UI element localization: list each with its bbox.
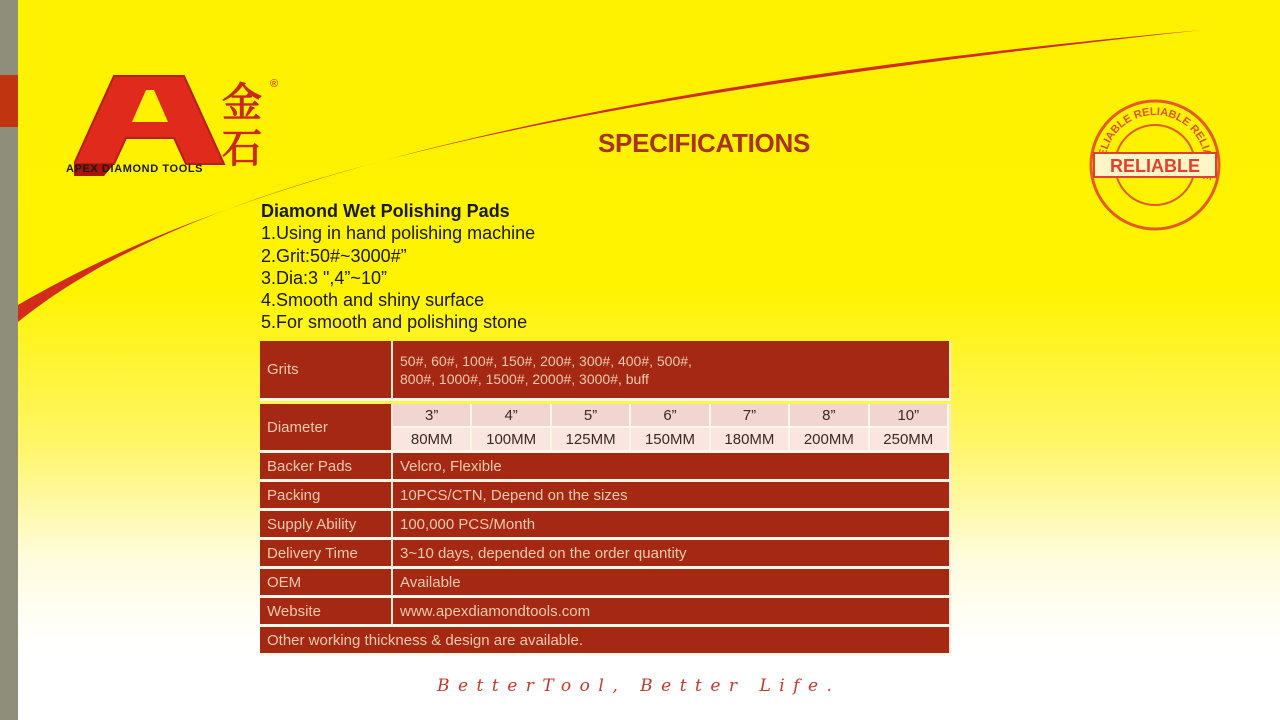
footer-note: Other working thickness & design are available.: [260, 627, 951, 656]
product-description: [261, 200, 535, 334]
feature-line: 3.Dia:3 ",4”~10”: [261, 267, 387, 288]
diameter-inch: 3”: [393, 404, 472, 426]
feature-line: 2.Grit:50#~3000#”: [261, 245, 407, 266]
row-label: Backer Pads: [260, 453, 393, 482]
table-row: [260, 453, 951, 482]
spec-table: [260, 341, 951, 656]
feature-line: 4.Smooth and shiny surface: [261, 290, 485, 311]
registered-mark: ®: [270, 78, 279, 90]
diameter-mm: 180MM: [711, 426, 790, 450]
brand-english-name: APEX DIAMOND TOOLS: [66, 163, 204, 175]
table-row: [260, 404, 951, 453]
stamp-ring-text: LIABLE RELIABLE RELI: [1098, 105, 1212, 151]
page-title: SPECIFICATIONS: [598, 128, 811, 158]
slogan: BetterTool, Better Life.: [437, 676, 841, 696]
row-value: [393, 404, 951, 453]
row-value: [393, 341, 951, 401]
row-value: 3~10 days, depended on the order quantity: [393, 540, 951, 569]
table-row: [260, 598, 951, 627]
row-value: 10PCS/CTN, Depend on the sizes: [393, 482, 951, 511]
diameter-mm: 250MM: [870, 426, 949, 450]
diameter-mm: 150MM: [631, 426, 710, 450]
feature-line: 1.Using in hand polishing machine: [261, 223, 536, 244]
diameter-mm: 125MM: [552, 426, 631, 450]
row-label: Diameter: [260, 404, 393, 453]
table-row: [260, 511, 951, 540]
diameter-inch: 8”: [790, 404, 869, 426]
grits-line: 800#, 1000#, 1500#, 2000#, 3000#, buff: [400, 370, 649, 387]
diameter-inch: 6”: [631, 404, 710, 426]
row-label: Website: [260, 598, 393, 627]
row-label: Supply Ability: [260, 511, 393, 540]
diameter-inch: 10”: [870, 404, 949, 426]
row-label: Delivery Time: [260, 540, 393, 569]
table-row: [260, 341, 951, 401]
row-label: Packing: [260, 482, 393, 511]
table-row: [260, 627, 951, 656]
table-row: [260, 482, 951, 511]
grits-line: 50#, 60#, 100#, 150#, 200#, 300#, 400#, 500#,: [400, 352, 692, 369]
table-row: [260, 540, 951, 569]
website-link[interactable]: www.apexdiamondtools.com: [393, 598, 951, 627]
product-name: Diamond Wet Polishing Pads: [261, 201, 510, 221]
diameter-inch: 4”: [472, 404, 551, 426]
row-label: Grits: [260, 341, 393, 401]
row-label: OEM: [260, 569, 393, 598]
row-value: Available: [393, 569, 951, 598]
row-value: Velcro, Flexible: [393, 453, 951, 482]
diameter-mm: 80MM: [393, 426, 472, 450]
diameter-grid: [393, 404, 949, 450]
reliable-stamp-icon: [1088, 98, 1222, 232]
stamp-center-text: RELIABLE: [1110, 156, 1200, 176]
diameter-inch: 7”: [711, 404, 790, 426]
diameter-mm: 100MM: [472, 426, 551, 450]
feature-line: 5.For smooth and polishing stone: [261, 312, 528, 333]
table-row: [260, 569, 951, 598]
row-value: 100,000 PCS/Month: [393, 511, 951, 540]
brand-chinese-name: 金石: [222, 79, 262, 172]
diameter-inch: 5”: [552, 404, 631, 426]
diameter-mm: 200MM: [790, 426, 869, 450]
